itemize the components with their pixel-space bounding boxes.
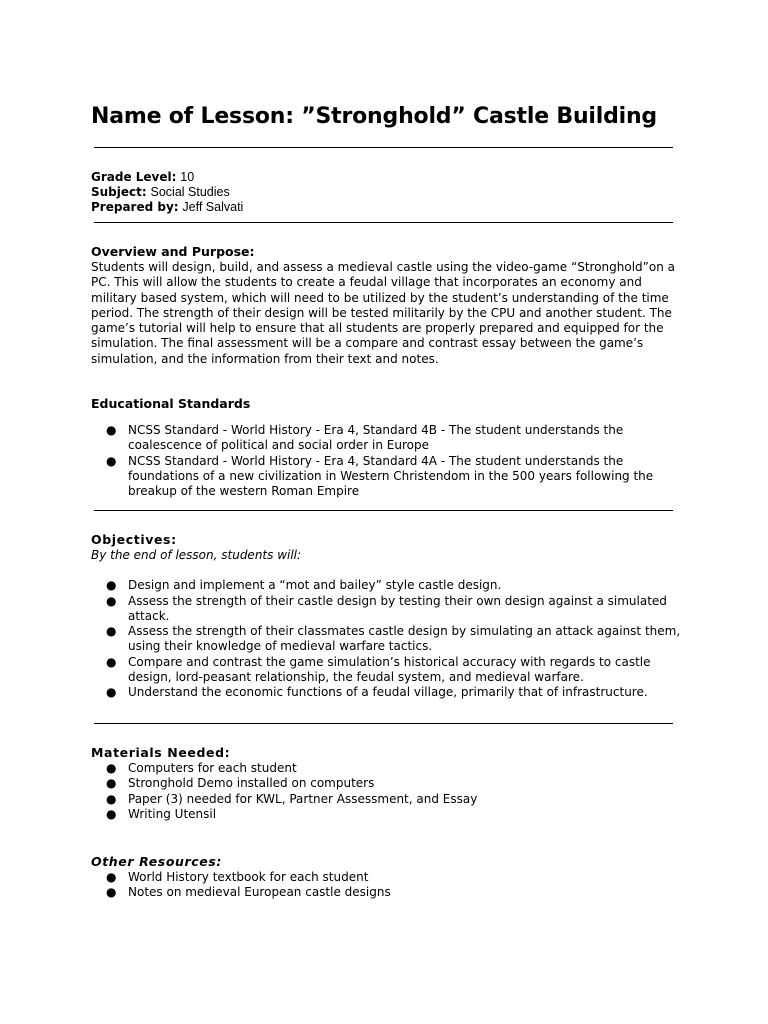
list-item (91, 776, 688, 791)
objectives-intro: By the end of lesson, students will: (91, 548, 302, 562)
list-item-text: Design and implement a “mot and bailey” style castle design. (128, 578, 502, 593)
overview-heading: Overview and Purpose: (91, 244, 255, 259)
list-item (91, 885, 688, 900)
subject-row (91, 185, 691, 200)
prepared-by-label: Prepared by: (91, 200, 179, 214)
standards-heading: Educational Standards (91, 396, 251, 411)
overview-section (91, 244, 691, 367)
bullet-icon: ● (106, 423, 117, 437)
lesson-info (91, 170, 691, 215)
grade-level-label: Grade Level: (91, 170, 177, 184)
list-item (91, 685, 688, 700)
list-item (91, 655, 688, 686)
grade-level-value: 10 (180, 170, 195, 184)
list-item-text: Understand the economic functions of a feudal village, primarily that of infrastructure. (128, 685, 648, 700)
materials-section (91, 745, 691, 822)
divider (94, 510, 673, 511)
overview-text: Students will design, build, and assess a medieval castle using the video-game “Stronghold”on a PC. This will allow the students to create a feudal village that incorporates an economy and military based system, which will need to be utilized by the student’s understanding of the time period. The strength of their design will be tested militarily by the CPU and another student. The game’s tutorial will help to ensure that all students are properly prepared and equipped for the simulation. The final assessment will be a compare and contrast essay between the game’s simulation, and the information from their text and notes. (91, 260, 676, 366)
materials-list (91, 761, 691, 822)
list-item-text: NCSS Standard - World History - Era 4, Standard 4A - The student understands the foundations of a new civilization in Western Christendom in the 500 years following the breakup of the western Roman Empire (128, 453, 654, 499)
bullet-icon: ● (106, 776, 117, 791)
bullet-icon: ● (106, 593, 117, 608)
bullet-icon: ● (106, 885, 117, 900)
resources-list (91, 870, 691, 901)
bullet-icon: ● (106, 624, 117, 639)
standards-section (91, 396, 691, 499)
subject-value: Social Studies (150, 185, 230, 199)
prepared-by-value: Jeff Salvati (182, 200, 244, 214)
list-item-text: Writing Utensil (128, 806, 217, 821)
resources-heading: Other Resources: (91, 854, 222, 869)
list-item-text: Assess the strength of their castle design by testing their own design against a simulated attack. (128, 593, 667, 623)
bullet-icon: ● (106, 578, 117, 593)
divider (94, 723, 673, 724)
bullet-icon: ● (106, 685, 117, 700)
list-item-text: Computers for each student (128, 761, 297, 775)
bullet-icon: ● (106, 453, 117, 468)
list-item (91, 454, 688, 500)
divider (94, 147, 673, 148)
list-item (91, 624, 688, 655)
divider (94, 222, 673, 223)
list-item (91, 792, 688, 807)
list-item-text: Notes on medieval European castle designs (128, 885, 391, 900)
objectives-heading: Objectives: (91, 532, 177, 547)
list-item (91, 807, 688, 822)
grade-level-row (91, 170, 691, 185)
list-item (91, 761, 688, 776)
objectives-section (91, 532, 691, 701)
bullet-icon: ● (106, 791, 117, 806)
list-item (91, 594, 688, 625)
bullet-icon: ● (106, 761, 117, 775)
bullet-icon: ● (106, 806, 117, 821)
objectives-list (91, 578, 691, 700)
list-item-text: Compare and contrast the game simulation’s historical accuracy with regards to castle design, lord-peasant relationship, the feudal system, and medieval warfare. (128, 654, 651, 685)
list-item-text: Assess the strength of their classmates castle design by simulating an attack against them, using their knowledge of medieval warfare tactics. (128, 624, 681, 654)
list-item (91, 578, 688, 593)
resources-section (91, 854, 691, 901)
bullet-icon: ● (106, 870, 117, 884)
prepared-by-row (91, 200, 691, 215)
list-item (91, 870, 688, 885)
page-title: Name of Lesson: ”Stronghold” Castle Building (91, 104, 657, 129)
list-item-text: Paper (3) needed for KWL, Partner Assessment, and Essay (128, 791, 478, 806)
list-item-text: World History textbook for each student (128, 870, 369, 884)
materials-heading: Materials Needed: (91, 745, 231, 760)
bullet-icon: ● (106, 654, 117, 669)
subject-label: Subject: (91, 185, 147, 199)
standards-list (91, 423, 691, 499)
list-item-text: NCSS Standard - World History - Era 4, Standard 4B - The student understands the coalescence of political and social order in Europe (128, 423, 624, 453)
list-item-text: Stronghold Demo installed on computers (128, 776, 375, 791)
list-item (91, 423, 688, 454)
